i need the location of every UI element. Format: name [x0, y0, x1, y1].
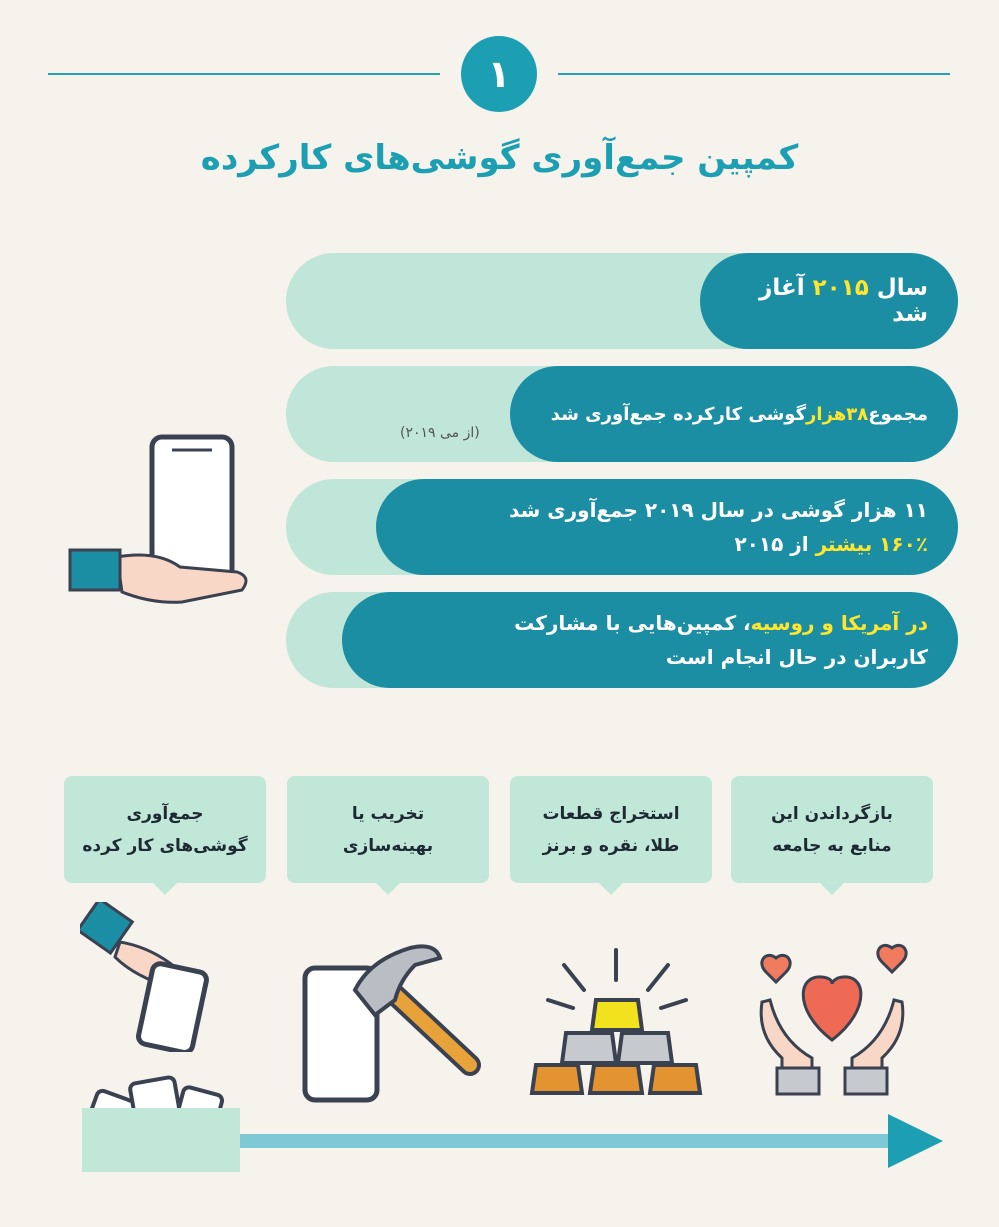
fact-4-line2: کاربران در حال انجام است	[665, 645, 928, 669]
arrow-right-icon	[238, 1112, 948, 1172]
hammer-phone-icon	[300, 940, 490, 1105]
fact-4-highlight: در آمریکا و روسیه	[750, 611, 928, 635]
hand-holding-phone-icon	[62, 432, 257, 617]
fact-row-2	[510, 366, 958, 462]
fact-3-line2: ۱۶۰٪ بیشتر از ۲۰۱۵	[734, 532, 928, 556]
fact-row-3	[376, 479, 958, 575]
fact-row-4	[342, 592, 958, 688]
step-destroy: تخریب یا بهینه‌سازی	[287, 776, 489, 883]
recycle-bin-icon	[80, 1060, 245, 1175]
fact-3-line1: ۱۱ هزار گوشی در سال ۲۰۱۹ جمع‌آوری شد	[509, 498, 928, 522]
fact-1-highlight: ۲۰۱۵	[812, 275, 869, 301]
gold-bars-icon	[528, 945, 706, 1095]
section-number-badge: ۱	[461, 36, 537, 112]
fact-row-1	[700, 253, 958, 349]
hand-dropping-phone-icon	[80, 902, 215, 1052]
step-collect: جمع‌آوری گوشی‌های کار کرده	[64, 776, 266, 883]
step-return: بازگرداندن این منابع به جامعه	[731, 776, 933, 883]
step-extract: استخراج قطعات طلا، نقره و برنز	[510, 776, 712, 883]
hands-heart-icon	[752, 940, 912, 1100]
fact-2-note: (از می ۲۰۱۹)	[400, 425, 480, 441]
header-line-left	[48, 73, 440, 75]
fact-2-text: مجموع۳۸هزارگوشی کارکرده جمع‌آوری شد	[550, 403, 928, 425]
fact-1-text: سال ۲۰۱۵ آغاز شد	[759, 275, 928, 327]
header-line-right	[558, 73, 950, 75]
page-title: کمپین جمع‌آوری گوشی‌های کارکرده	[200, 138, 799, 178]
fact-2-highlight: ۳۸هزار	[806, 403, 869, 425]
fact-4-line1: در آمریکا و روسیه، کمپین‌هایی با مشارکت	[514, 611, 928, 635]
fact-3-highlight: ۱۶۰٪ بیشتر	[815, 532, 928, 556]
